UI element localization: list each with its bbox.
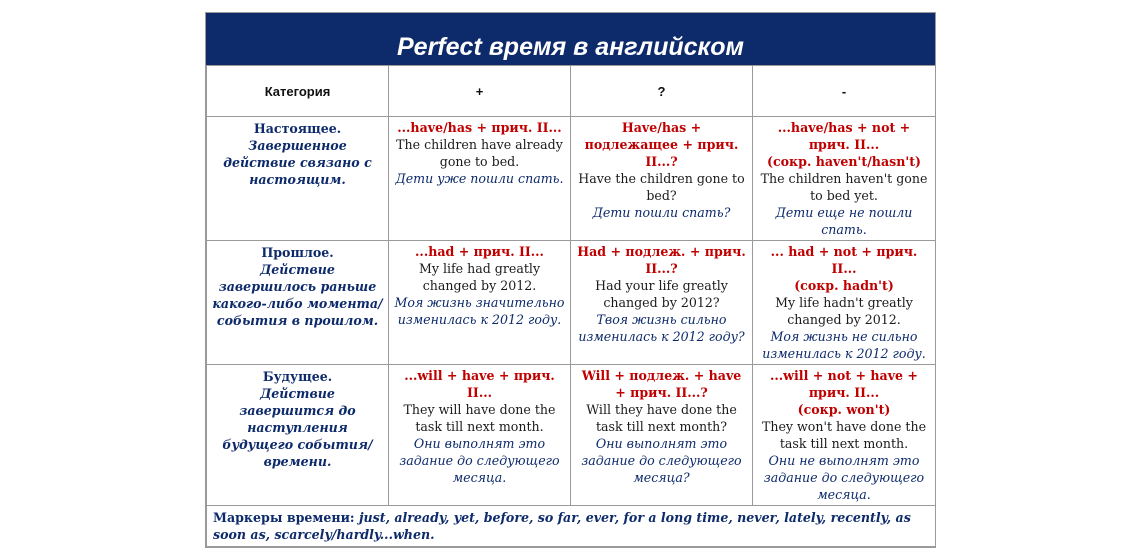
formula: Had + подлеж. + прич. II...? bbox=[577, 244, 746, 276]
plus-cell bbox=[389, 117, 571, 241]
formula: ...have/has + прич. II... bbox=[397, 120, 562, 135]
example: Had your life greatly changed by 2012? bbox=[595, 278, 728, 310]
header-plus: + bbox=[389, 66, 571, 117]
example: They won't have done the task till next month. bbox=[761, 419, 927, 451]
minus-cell bbox=[753, 117, 936, 241]
example: The children have already gone to bed. bbox=[396, 137, 563, 169]
plus-cell bbox=[389, 241, 571, 365]
translation: Дети уже пошли спать. bbox=[395, 171, 564, 186]
translation: Дети пошли спать? bbox=[592, 205, 731, 220]
category-name: Настоящее. bbox=[253, 121, 342, 136]
example: My life had greatly changed by 2012. bbox=[418, 261, 541, 293]
formula: ...will + have + прич. II... bbox=[404, 368, 555, 400]
category-cell bbox=[207, 365, 389, 506]
row-present bbox=[207, 117, 936, 241]
category-cell bbox=[207, 241, 389, 365]
translation: Они не выполнят это задание до следующего месяца. bbox=[763, 453, 925, 502]
category-desc: Действие завершится до наступления будущего события/времени. bbox=[222, 386, 373, 469]
row-past bbox=[207, 241, 936, 365]
category-desc: Завершенное действие связано с настоящим. bbox=[223, 138, 372, 187]
translation: Моя жизнь значительно изменилась к 2012 году. bbox=[394, 295, 565, 327]
tenses-table-card bbox=[205, 12, 936, 548]
minus-cell bbox=[753, 365, 936, 506]
time-markers bbox=[207, 506, 936, 547]
example: My life hadn't greatly changed by 2012. bbox=[775, 295, 913, 327]
question-cell bbox=[571, 241, 753, 365]
example: The children haven't gone to bed yet. bbox=[760, 171, 928, 203]
markers-row bbox=[207, 506, 936, 547]
translation: Они выполнят это задание до следующего месяца. bbox=[399, 436, 560, 485]
translation: Дети еще не пошли спать. bbox=[775, 205, 913, 237]
formula: ... had + not + прич. II... bbox=[770, 244, 918, 276]
table-title: Perfect время в английском bbox=[206, 13, 935, 65]
formula: Will + подлеж. + have + прич. II...? bbox=[581, 368, 742, 400]
formula: ...had + прич. II... bbox=[415, 244, 544, 259]
row-future bbox=[207, 365, 936, 506]
contraction-note: (сокр. hadn't) bbox=[794, 278, 894, 293]
markers-label: Маркеры времени: bbox=[213, 510, 355, 525]
category-name: Будущее. bbox=[262, 369, 333, 384]
translation: Они выполнят это задание до следующего месяца? bbox=[581, 436, 742, 485]
contraction-note: (сокр. won't) bbox=[797, 402, 891, 417]
category-desc: Действие завершилось раньше какого-либо момента/события в прошлом. bbox=[212, 262, 383, 328]
translation: Моя жизнь не сильно изменилась к 2012 году. bbox=[762, 329, 926, 361]
header-minus: - bbox=[753, 66, 936, 117]
category-name: Прошлое. bbox=[261, 245, 334, 260]
contraction-note: (сокр. haven't/hasn't) bbox=[767, 154, 921, 169]
header-category: Категория bbox=[207, 66, 389, 117]
markers-value: just, already, yet, before, so far, ever, for a long time, never, lately, recently, as soon as, scarcely/hardly...when. bbox=[213, 510, 911, 542]
formula: ...have/has + not + прич. II... bbox=[777, 120, 911, 152]
category-cell bbox=[207, 117, 389, 241]
example: Have the children gone to bed? bbox=[578, 171, 745, 203]
translation: Твоя жизнь сильно изменилась к 2012 году? bbox=[578, 312, 745, 344]
question-cell bbox=[571, 365, 753, 506]
example: They will have done the task till next month. bbox=[403, 402, 556, 434]
minus-cell bbox=[753, 241, 936, 365]
example: Will they have done the task till next month? bbox=[586, 402, 737, 434]
plus-cell bbox=[389, 365, 571, 506]
header-row bbox=[207, 66, 936, 117]
question-cell bbox=[571, 117, 753, 241]
formula: Have/has + подлежащее + прич. II...? bbox=[584, 120, 739, 169]
formula: ...will + not + have + прич. II... bbox=[770, 368, 918, 400]
tenses-table bbox=[206, 65, 936, 547]
header-question: ? bbox=[571, 66, 753, 117]
